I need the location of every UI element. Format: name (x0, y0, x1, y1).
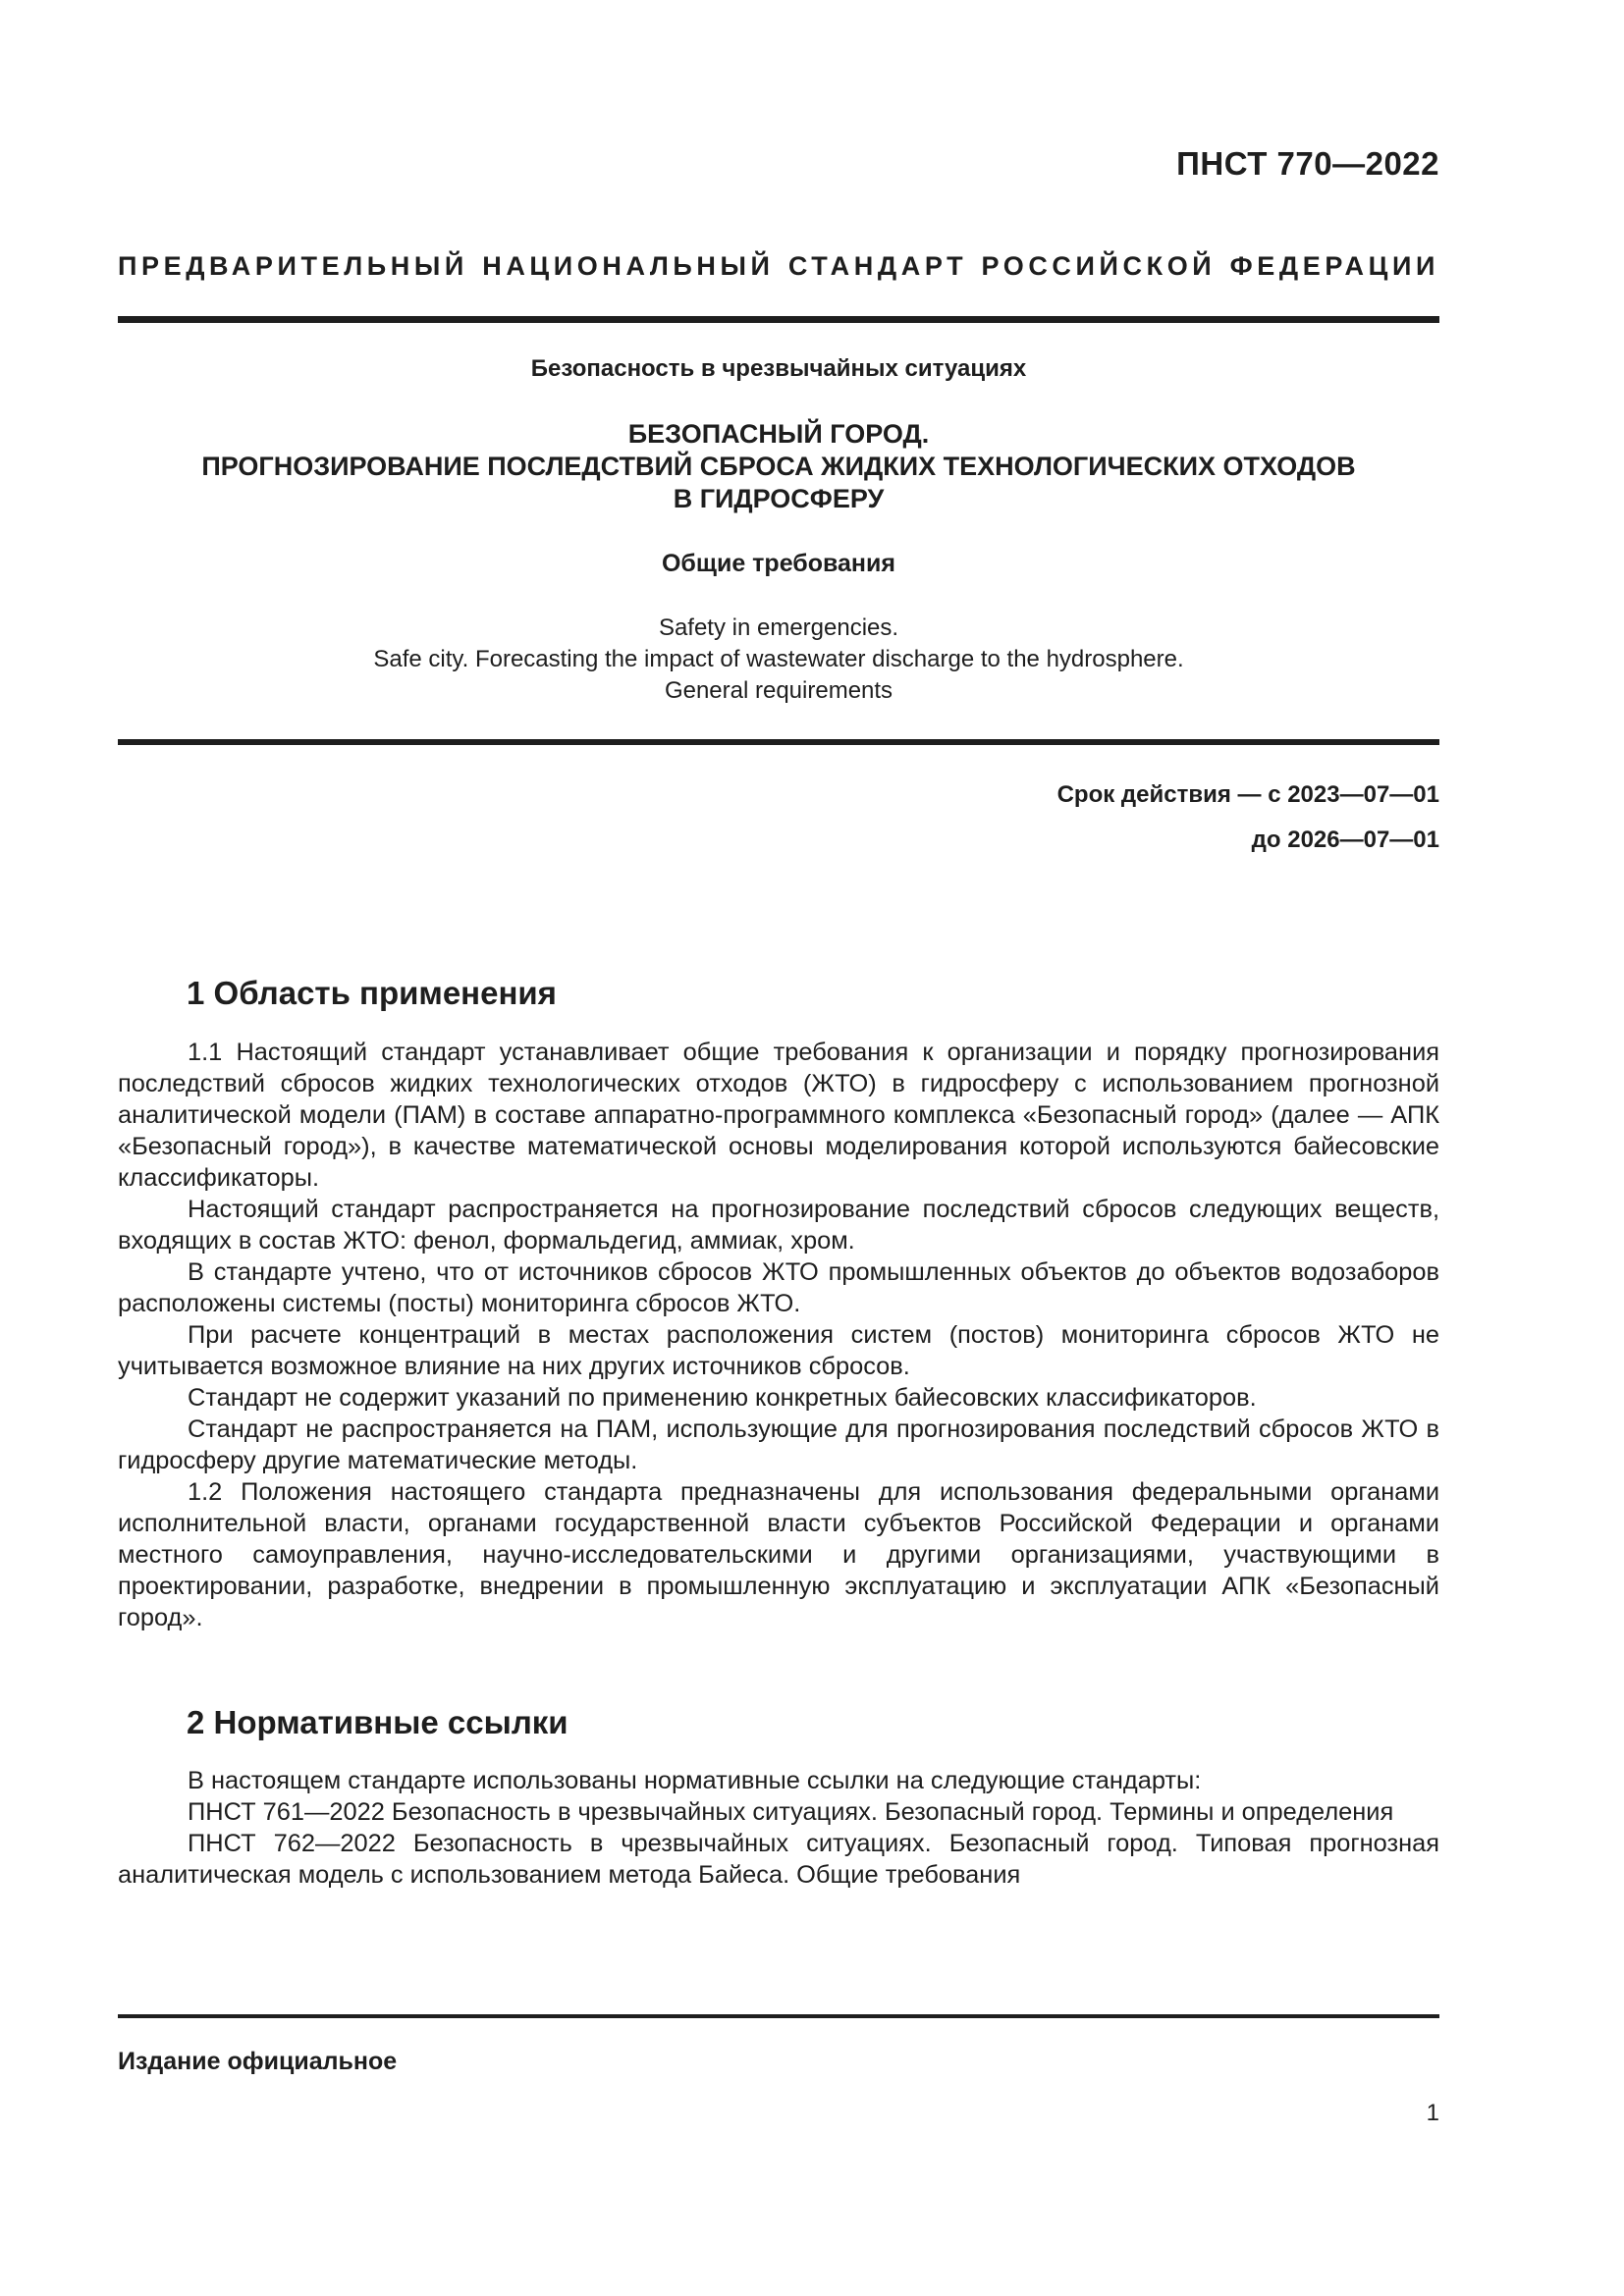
section-body-scope (118, 1037, 1439, 1633)
paragraph: Стандарт не распространяется на ПАМ, использующие для прогнозирования последствий сбросов ЖТО в гидросферу другие математические методы. (118, 1415, 1439, 1474)
english-title-line: Safe city. Forecasting the impact of wastewater discharge to the hydrosphere. (373, 646, 1184, 672)
paragraph: 1.1 Настоящий стандарт устанавливает общие требования к организации и порядку прогнозирования последствий сбросов жидких технологических отходов (ЖТО) в гидросферу с использованием прогнозной аналитической модели (ПАМ) в составе аппаратно-программного комплекса «Безопасный город» (далее — АПК «Безопасный город»), в качестве математической основы моделирования которой используются байесовские классификаторы. (118, 1039, 1439, 1192)
main-title-line: ПРОГНОЗИРОВАНИЕ ПОСЛЕДСТВИЙ СБРОСА ЖИДКИХ ТЕХНОЛОГИЧЕСКИХ ОТХОДОВ (201, 452, 1356, 481)
paragraph: Настоящий стандарт распространяется на прогнозирование последствий сбросов следующих веществ, входящих в состав ЖТО: фенол, формальдегид, аммиак, хром. (118, 1196, 1439, 1255)
paragraph: ПНСТ 761—2022 Безопасность в чрезвычайных ситуациях. Безопасный город. Термины и определения (188, 1798, 1394, 1826)
section-heading-normative-references: 2 Нормативные ссылки (187, 1704, 568, 1740)
english-title-line: Safety in emergencies. (658, 614, 899, 641)
paragraph: ПНСТ 762—2022 Безопасность в чрезвычайных ситуациях. Безопасный город. Типовая прогнозная аналитическая модель с использованием метода Байеса. Общие требования (118, 1830, 1439, 1889)
english-title-line: General requirements (664, 677, 893, 704)
official-edition-label: Издание официальное (118, 2048, 398, 2075)
main-title-line: БЕЗОПАСНЫЙ ГОРОД. (627, 419, 930, 449)
standard-category-title: ПРЕДВАРИТЕЛЬНЫЙ НАЦИОНАЛЬНЫЙ СТАНДАРТ РОССИЙСКОЙ ФЕДЕРАЦИИ (118, 251, 1439, 281)
validity-from: Срок действия — с 2023—07—01 (1056, 781, 1439, 808)
standard-designation: ПНСТ 770—2022 (1176, 145, 1439, 182)
standard-subtitle: Общие требования (661, 550, 895, 577)
english-title (118, 613, 1439, 707)
main-title-line: В ГИДРОСФЕРУ (673, 484, 885, 513)
standard-main-title (118, 418, 1439, 515)
document-page (118, 0, 1439, 2296)
paragraph: Стандарт не содержит указаний по применению конкретных байесовских классификаторов. (188, 1384, 1257, 1412)
top-divider (118, 316, 1439, 323)
paragraph: При расчете концентраций в местах расположения систем (постов) мониторинга сбросов ЖТО не учитывается возможное влияние на них других источников сбросов. (118, 1321, 1439, 1380)
title-divider (118, 739, 1439, 745)
validity-to: до 2026—07—01 (1251, 827, 1439, 853)
section-body-normative-references (118, 1765, 1439, 1891)
paragraph: 1.2 Положения настоящего стандарта предназначены для использования федеральными органами исполнительной власти, органами государственной власти субъектов Российской Федерации и органами местного самоуправления, научно-исследовательскими и другими организациями, участвующими в проектировании, разработке, внедрении в промышленную эксплуатацию и эксплуатации АПК «Безопасный город». (118, 1478, 1439, 1631)
section-heading-scope: 1 Область применения (187, 975, 557, 1011)
paragraph: В стандарте учтено, что от источников сбросов ЖТО промышленных объектов до объектов водозаборов расположены системы (посты) мониторинга сбросов ЖТО. (118, 1258, 1439, 1317)
footer-divider (118, 2014, 1439, 2018)
standard-subject: Безопасность в чрезвычайных ситуациях (530, 355, 1027, 382)
page-number: 1 (1426, 2100, 1439, 2126)
paragraph: В настоящем стандарте использованы нормативные ссылки на следующие стандарты: (188, 1767, 1202, 1794)
